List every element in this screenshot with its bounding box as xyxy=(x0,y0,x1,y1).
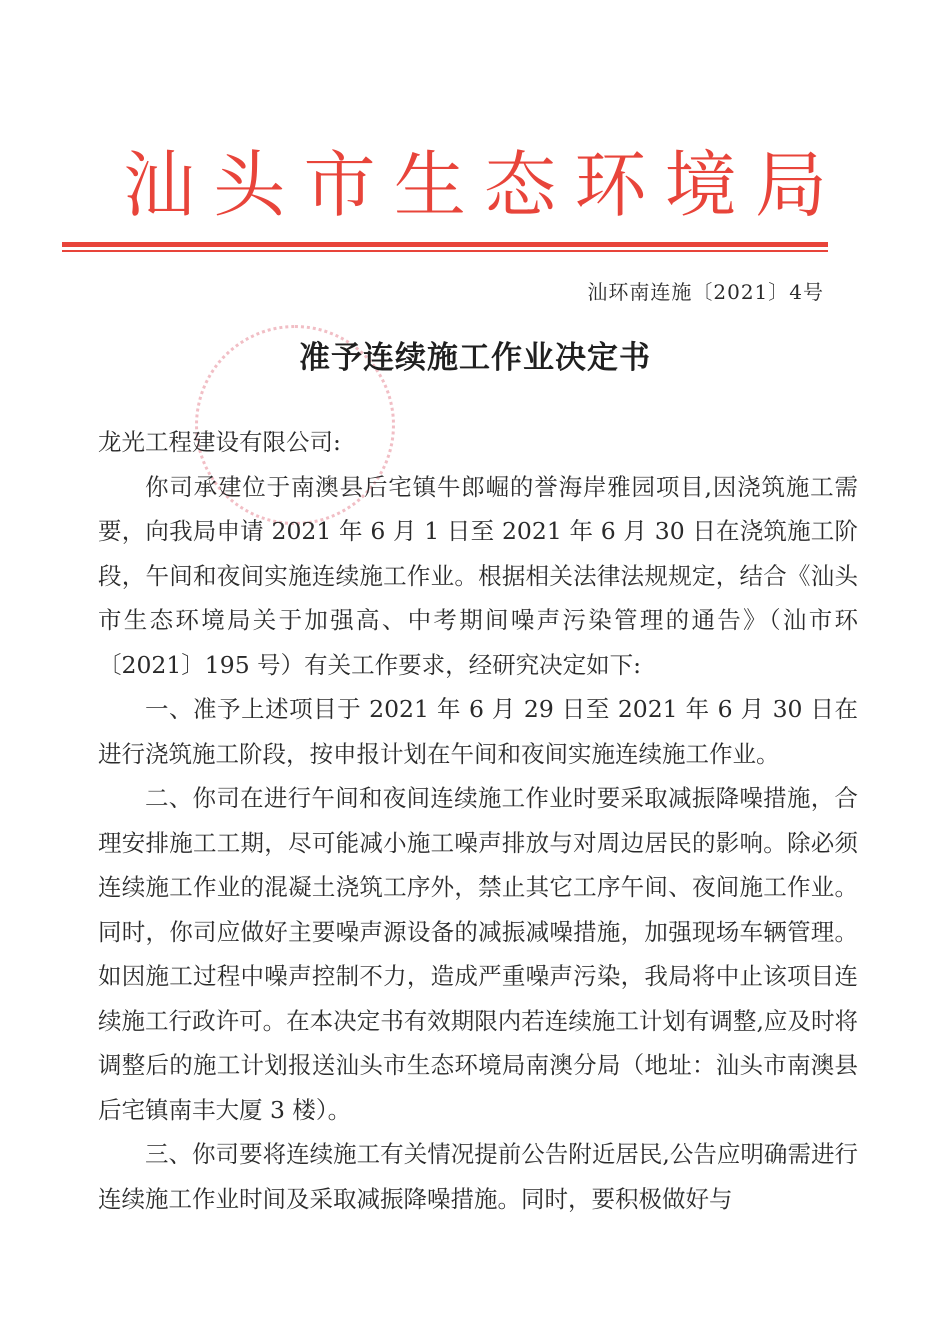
paragraph-item-3: 三、你司要将连续施工有关情况提前公告附近居民,公告应明确需进行连续施工作业时间及采取减振降噪措施。同时，要积极做好与 xyxy=(98,1140,858,1213)
masthead-char: 局 xyxy=(754,143,827,227)
paragraph-intro: 你司承建位于南澳县后宅镇牛郎崛的誉海岸雅园项目,因浇筑施工需要，向我局申请 2021 年 6 月 1 日至 2021 年 6 月 30 日在浇筑施工阶段，午间和夜间实施连续施工作业。根据相关法律法规规定，结合《汕头市生态环境局关于加强高、中考期间噪声污染管理的通告》（汕市环〔2021〕195 号）有关工作要求，经研究决定如下: xyxy=(98,472,858,679)
masthead-char: 汕 xyxy=(122,143,195,227)
paragraph-item-1: 一、准予上述项目于 2021 年 6 月 29 日至 2021 年 6 月 30 日在进行浇筑施工阶段，按申报计划在午间和夜间实施连续施工作业。 xyxy=(98,695,858,768)
document-number: 汕环南连施〔2021〕4号 xyxy=(587,280,824,304)
masthead-org-name xyxy=(120,140,830,230)
addressee: 龙光工程建设有限公司: xyxy=(98,428,341,456)
masthead-char: 态 xyxy=(484,143,557,227)
masthead-char: 市 xyxy=(303,143,376,227)
document-body xyxy=(98,420,858,1221)
paragraph-item-2: 二、你司在进行午间和夜间连续施工作业时要采取减振降噪措施，合理安排施工工期，尽可能减小施工噪声排放与对周边居民的影响。除必须连续施工作业的混凝土浇筑工序外，禁止其它工序午间、夜间施工作业。同时，你司应做好主要噪声源设备的减振减噪措施，加强现场车辆管理。如因施工过程中噪声控制不力，造成严重噪声污染，我局将中止该项目连续施工行政许可。在本决定书有效期限内若连续施工计划有调整,应及时将调整后的施工计划报送汕头市生态环境局南澳分局（地址：汕头市南澳县后宅镇南丰大厦 3 楼）。 xyxy=(98,784,858,1124)
masthead-divider-thin xyxy=(62,250,828,252)
masthead-divider-thick xyxy=(62,242,828,247)
masthead-char: 境 xyxy=(664,143,737,227)
masthead-char: 生 xyxy=(393,143,466,227)
document-title: 准予连续施工作业决定书 xyxy=(299,340,651,376)
masthead-char: 头 xyxy=(213,143,286,227)
masthead-char: 环 xyxy=(574,143,647,227)
